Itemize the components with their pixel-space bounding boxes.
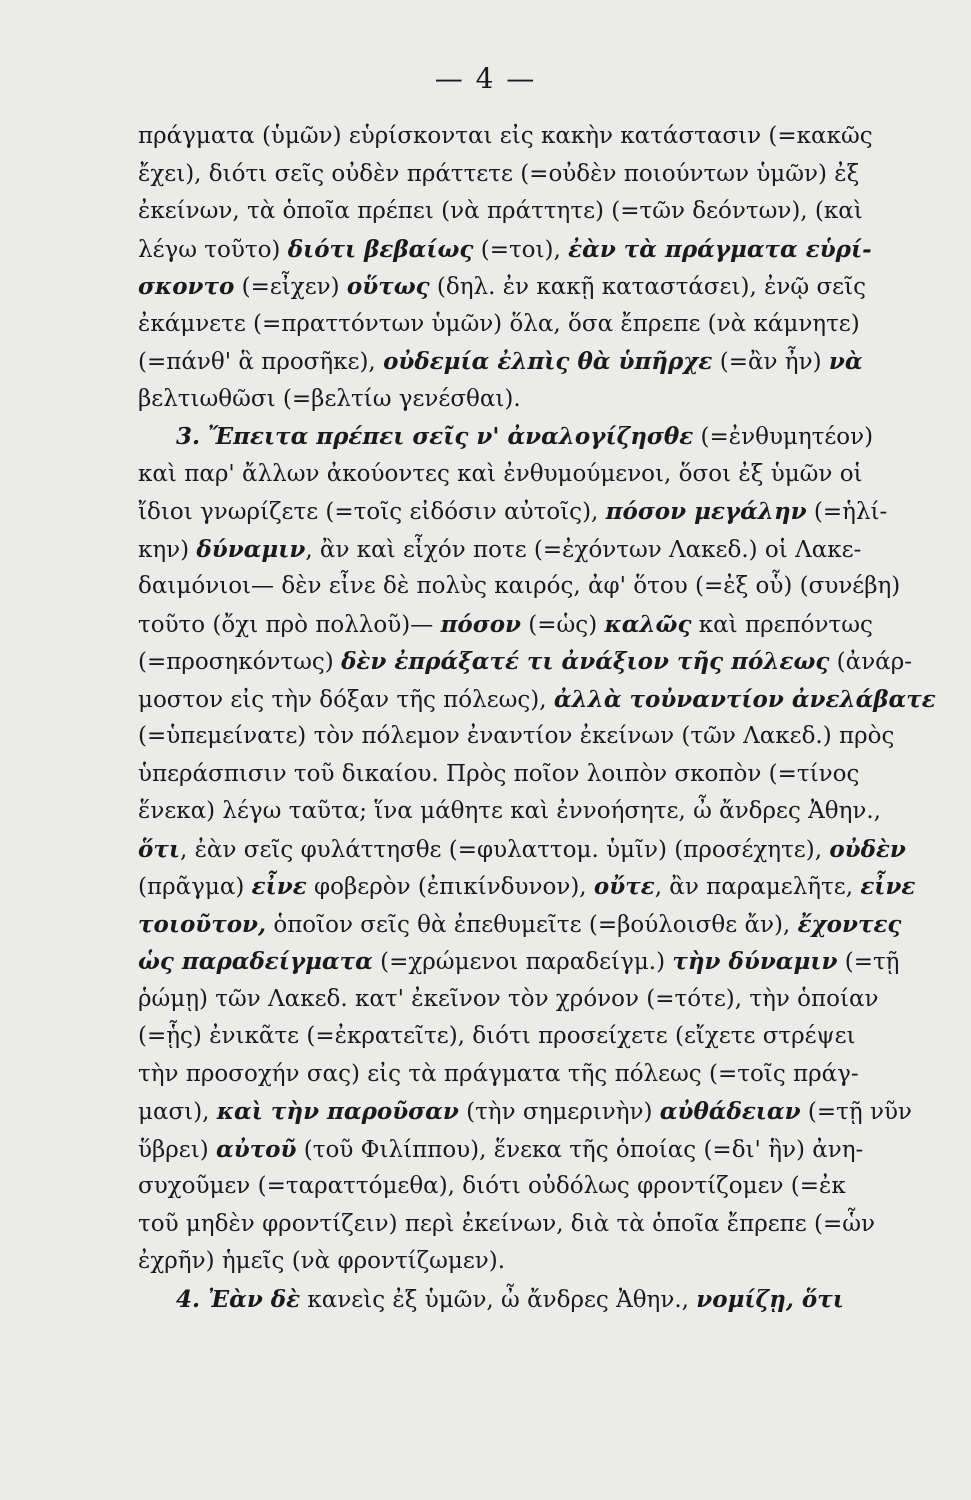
text-segment: (=ᾗς) ἐνικᾶτε (=ἐκρατεῖτε), διότι προσείχετε (εἴχετε στρέψει [138,1023,856,1049]
text-segment: (=χρώμενοι παραδείγμ.) [372,949,673,975]
bold-phrase: ὡς παραδείγματα [138,948,373,975]
text-line [138,418,960,456]
text-line [138,118,960,156]
text-line [138,831,960,869]
text-line [138,1131,960,1169]
text-line [138,531,960,569]
text-line [138,1093,960,1131]
text-segment: (=ἂν ἦν) [712,349,829,375]
bold-phrase: αὐθάδειαν [659,1098,801,1125]
text-line [138,718,960,756]
text-segment: ἐχρῆν) ἡμεῖς (νὰ φροντίζωμεν). [138,1248,506,1274]
text-segment: τοῦτο (ὄχι πρὸ πολλοῦ)— [138,611,441,638]
bold-phrase: δύναμιν [196,535,306,563]
bold-phrase: οὔτε [593,873,655,900]
text-line [138,1018,960,1056]
bold-phrase: πόσον [440,610,521,638]
text-line [138,906,960,944]
bold-phrase: σκοντο [138,273,235,300]
bold-phrase: καὶ τὴν παροῦσαν [216,1098,459,1125]
bold-phrase: ἐὰν τὰ πράγματα εὑρί- [568,235,872,263]
commentary-text-block [138,118,960,1318]
text-line [138,793,960,831]
text-segment: ἐκάμνετε (=πραττόντων ὑμῶν) ὅλα, ὅσα ἔπρεπε (νὰ κάμνητε) [138,310,860,337]
bold-phrase: καλῶς [604,610,692,638]
text-segment: βελτιωθῶσι (=βελτίω γενέσθαι). [138,385,521,412]
bold-phrase: πόσον μεγάλην [605,498,807,525]
bold-phrase: Ἐὰν δὲ [208,1285,301,1313]
text-segment: (=ὡς) [521,611,605,638]
bold-phrase: ἔχοντες [797,910,902,938]
bold-phrase: νομίζῃ, ὅτι [696,1285,844,1313]
text-line [138,193,960,231]
bold-phrase: τοιοῦτον, [138,910,267,938]
section-number: 3. [176,423,201,450]
text-segment: ἕνεκα) λέγω ταῦτα; ἵνα μάθητε καὶ ἐννοήσητε, ὦ ἄνδρες Ἀθην., [138,798,881,824]
text-segment: ὁποῖον σεῖς θὰ ἐπεθυμεῖτε (=βούλοισθε ἄν), [266,911,798,938]
text-segment: , ἂν καὶ εἶχόν ποτε (=ἐχόντων Λακεδ.) οἱ Λακε- [305,536,862,563]
text-line [138,493,960,531]
text-segment: (=προσηκόντως) [138,649,342,675]
bold-phrase: εἶνε [860,873,916,900]
text-segment: (=τῇ νῦν [800,1099,912,1125]
text-segment: ὕβρει) [138,1136,217,1163]
text-segment: (=τοι), [473,236,569,263]
text-segment: συχοῦμεν (=ταραττόμεθα), διότι οὐδόλως φροντίζομεν (=ἐκ [138,1173,846,1199]
text-segment: λέγω τοῦτο) [138,236,288,263]
text-segment: (=τῇ [837,949,900,975]
text-segment: τὴν προσοχήν σας) εἰς τὰ πράγματα τῆς πόλεως (=τοῖς πράγ- [138,1060,859,1087]
text-line [138,606,960,644]
text-segment: ἔχει), διότι σεῖς οὐδὲν πράττετε (=οὐδὲν ποιούντων ὑμῶν) ἐξ [138,160,860,187]
text-segment: κην) [138,536,197,563]
text-segment: , ἂν παραμελῆτε, [654,874,861,900]
text-line [138,756,960,794]
text-segment: (=ὑπεμείνατε) τὸν πόλεμον ἐναντίον ἐκείνων (τῶν Λακεδ.) πρὸς [138,723,895,749]
text-line [138,1281,960,1319]
bold-phrase: διότι βεβαίως [287,235,474,263]
bold-phrase: νὰ [828,348,863,375]
text-line [138,1056,960,1094]
text-segment: ἴδιοι γνωρίζετε (=τοῖς εἰδόσιν αὐτοῖς), [138,499,606,525]
bold-phrase: οὐδεμία ἐλπὶς θὰ ὑπῆρχε [383,348,713,375]
text-segment: ῥώμῃ) τῶν Λακεδ. κατ' ἐκεῖνον τὸν χρόνον (=τότε), τὴν ὁποίαν [138,985,879,1012]
text-segment: τοῦ μηδὲν φροντίζειν) περὶ ἐκείνων, διὰ τὰ ὁποῖα ἔπρεπε (=ὧν [138,1210,875,1237]
page-number: — 4 — [434,62,537,95]
text-segment: (ἀνάρ- [829,649,912,675]
text-line [138,643,960,681]
text-line [138,156,960,194]
bold-phrase: ὅτι [138,835,180,863]
text-segment: καὶ παρ' ἄλλων ἀκούοντες καὶ ἐνθυμούμενοι, ὅσοι ἐξ ὑμῶν οἱ [138,460,863,487]
text-line [138,681,960,719]
text-line [138,1243,960,1281]
text-segment: (=εἶχεν) [234,274,347,300]
text-segment: (=ἐνθυμητέον) [693,424,874,450]
text-line [138,981,960,1019]
text-segment: καὶ πρεπόντως [691,611,873,638]
text-line [138,306,960,344]
text-segment: ὑπεράσπισιν τοῦ δικαίου. Πρὸς ποῖον λοιπὸν σκοπὸν (=τίνος [138,760,860,787]
text-line [138,943,960,981]
text-line [138,268,960,306]
text-segment: μοστον εἰς τὴν δόξαν τῆς πόλεως), [138,686,554,713]
text-line [138,381,960,419]
bold-phrase: ἀλλὰ τοὐναντίον ἀνελάβατε [553,685,936,713]
bold-phrase: δὲν ἐπράξατέ τι ἀνάξιον τῆς πόλεως [341,648,830,675]
text-line [138,343,960,381]
text-segment: (πρᾶγμα) [138,874,252,900]
text-segment: (δηλ. ἐν κακῇ καταστάσει), ἐνῷ σεῖς [429,274,866,300]
section-number: 4. [176,1285,201,1313]
bold-phrase: τὴν δύναμιν [672,948,838,975]
bold-phrase: Ἔπειτα πρέπει σεῖς ν' ἀναλογίζησθε [208,423,694,450]
text-segment: κανεὶς ἐξ ὑμῶν, ὦ ἄνδρες Ἀθην., [300,1286,697,1313]
text-line [138,1206,960,1244]
text-line [138,1168,960,1206]
text-segment: ἐκείνων, τὰ ὁποῖα πρέπει (νὰ πράττητε) (=τῶν δεόντων), (καὶ [138,198,863,224]
text-line [138,868,960,906]
text-line [138,568,960,606]
text-segment: πράγματα (ὑμῶν) εὑρίσκονται εἰς κακὴν κατάστασιν (=κακῶς [138,123,873,149]
text-segment: , ἐὰν σεῖς φυλάττησθε (=φυλαττομ. ὑμῖν) (προσέχητε), [179,836,830,863]
bold-phrase: αὐτοῦ [216,1135,297,1163]
bold-phrase: οὕτως [346,273,430,300]
text-segment: (=πάνθ' ἃ προσῆκε), [138,349,384,375]
text-line [138,231,960,269]
text-segment: φοβερὸν (ἐπικίνδυνον), [306,874,594,900]
text-segment: (τὴν σημερινὴν) [458,1099,660,1125]
text-segment: δαιμόνιοι— δὲν εἶνε δὲ πολὺς καιρός, ἀφ' ὅτου (=ἐξ οὗ) (συνέβη) [138,573,901,599]
bold-phrase: οὐδὲν [829,835,906,863]
text-segment: μασι), [138,1099,217,1125]
text-line [138,456,960,494]
text-segment: (=ἡλί- [806,499,888,525]
text-segment: (τοῦ Φιλίππου), ἕνεκα τῆς ὁποίας (=δι' ἣν) ἀνη- [296,1136,864,1163]
bold-phrase: εἶνε [251,873,307,900]
